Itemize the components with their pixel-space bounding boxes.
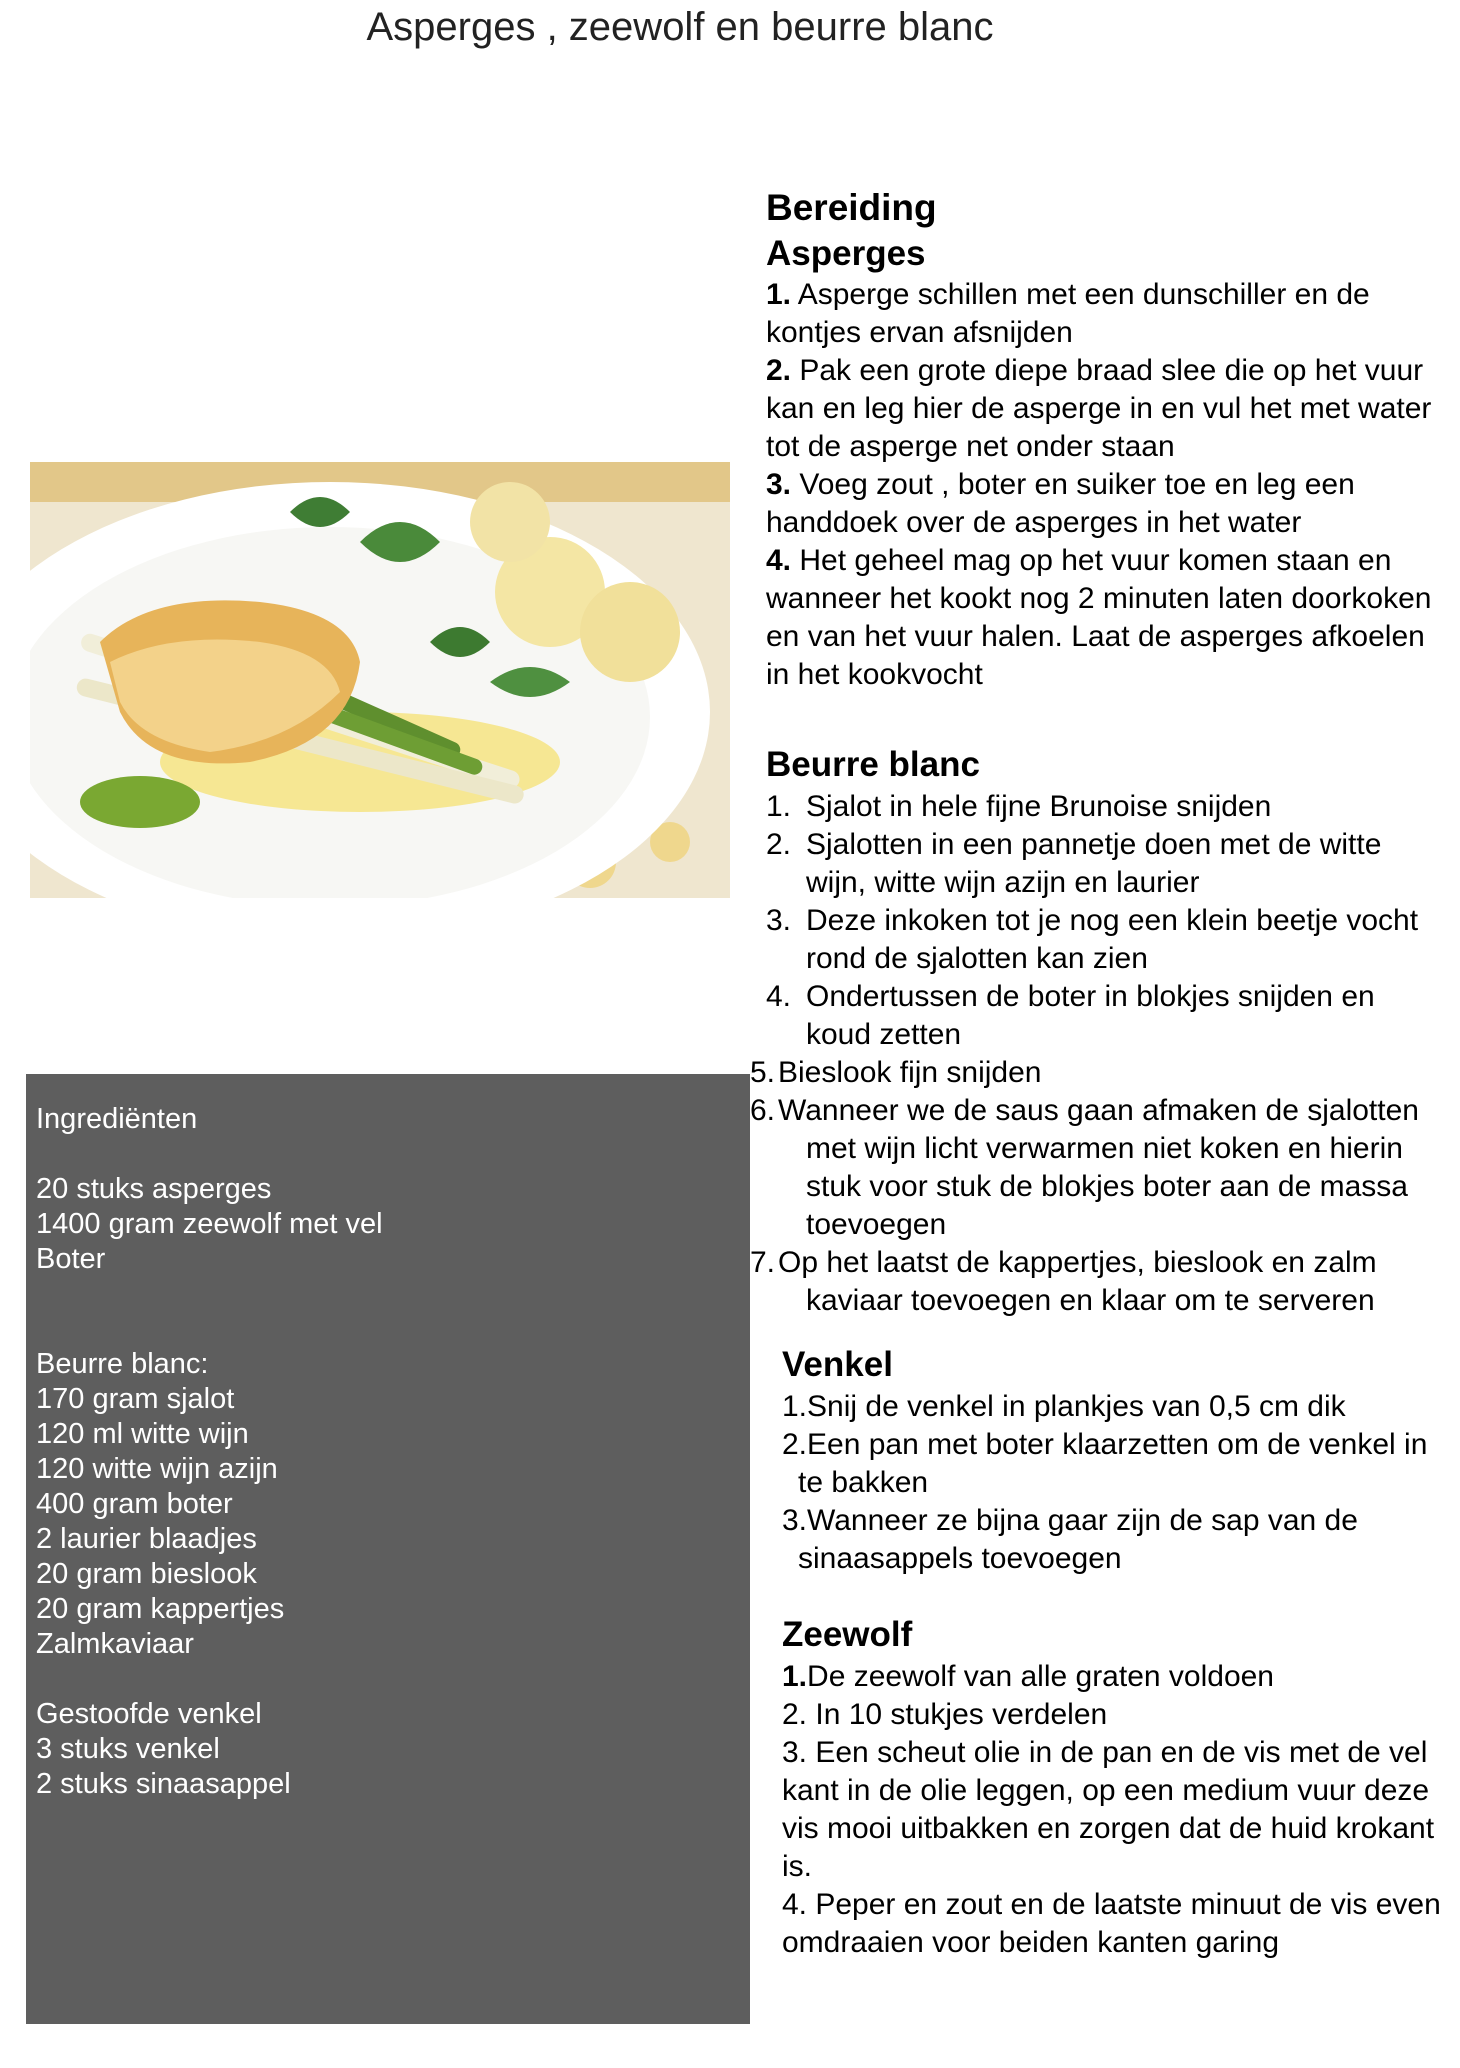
step-number: 1. (766, 790, 792, 823)
step-text: Deze inkoken tot je nog een klein beetje vocht rond de sjalotten kan zien (806, 904, 1419, 975)
step-text: 3. Een scheut olie in de pan en de vis met de vel kant in de olie leggen, op een medium vuur deze vis mooi uitbakken en zorgen dat de huid krokant is. (782, 1736, 1435, 1883)
asperges-steps (766, 276, 1446, 694)
step-number: 3. (766, 468, 792, 501)
step-text: kan en leg hier de asperge in en vul het met water tot de asperge net onder staan (766, 392, 1432, 463)
step-number: 3. (766, 904, 792, 937)
step-number: 4. (766, 980, 792, 1013)
zeewolf-step (782, 1734, 1446, 1886)
step-number: 1. (782, 1660, 808, 1693)
ingredient-line: 1400 gram zeewolf met vel (36, 1208, 383, 1240)
step-text: Het geheel mag op het vuur komen staan en wanneer het kookt nog 2 minuten laten doorkoken en van het vuur halen. Laat de asperges afkoelen in het kookvocht (766, 544, 1432, 691)
beurre-blanc-steps (750, 788, 1446, 1320)
step-text: 4. Peper en zout en de laatste minuut de vis even omdraaien voor beiden kanten garing (782, 1888, 1441, 1959)
venkel-step (782, 1426, 1446, 1502)
asperges-step (766, 276, 1446, 352)
beurre-blanc-step (766, 902, 1446, 978)
preparation-column (750, 180, 1446, 1962)
ingredient-line: 2 stuks sinaasappel (36, 1768, 291, 1800)
ingredient-line: 400 gram boter (36, 1488, 233, 1520)
ingredient-line: Zalmkaviaar (36, 1628, 194, 1660)
asperges-step (766, 542, 1446, 694)
step-text: Een pan met boter klaarzetten om de venkel in te bakken (798, 1428, 1428, 1499)
step-text: Voeg zout , boter en suiker toe en leg een handdoek over de asperges in het water (766, 468, 1355, 539)
ingredient-line: Gestoofde venkel (36, 1698, 262, 1730)
ingredient-line: Ingrediënten (36, 1103, 198, 1135)
zeewolf-step (782, 1886, 1446, 1962)
beurre-blanc-step (766, 826, 1446, 902)
step-text: Op het laatst de kappertjes, bieslook en zalm kaviaar toevoegen en klaar om te serveren (778, 1246, 1377, 1317)
ingredient-line: 3 stuks venkel (36, 1733, 220, 1765)
venkel-steps (782, 1388, 1446, 1578)
step-number: 2. (766, 354, 792, 387)
beurre-blanc-step: 7.Op het laatst de kappertjes, bieslook en zalm kaviaar toevoegen en klaar om te serveren (750, 1246, 1377, 1317)
venkel-step (782, 1388, 1446, 1426)
step-text: Bieslook fijn snijden (778, 1056, 1042, 1089)
ingredient-line: 20 stuks asperges (36, 1173, 272, 1205)
step-number: 1. (782, 1390, 808, 1423)
page-title: Asperges , zeewolf en beurre blanc (366, 5, 994, 49)
zeewolf-steps (782, 1658, 1446, 1962)
ingredients-panel (26, 1074, 750, 2024)
step-text: 2. In 10 stukjes verdelen (782, 1698, 1108, 1731)
zeewolf-step (782, 1658, 1446, 1696)
step-text: Sjalotten in een pannetje doen met de witte wijn, witte wijn azijn en laurier (806, 828, 1382, 899)
zeewolf-heading: Zeewolf (782, 1615, 913, 1654)
step-number: 1. (766, 278, 792, 311)
ingredient-line: Beurre blanc: (36, 1348, 209, 1380)
asperges-step (766, 352, 1446, 390)
ingredient-line (36, 1137, 740, 1172)
beurre-blanc-step: 6.Wanneer we de saus gaan afmaken de sjalotten met wijn licht verwarmen niet koken en hierin stuk voor stuk de blokjes boter aan de massa toevoegen (750, 1094, 1419, 1241)
ingredient-line (36, 1662, 740, 1697)
ingredient-line: 20 gram kappertjes (36, 1593, 285, 1625)
asperges-heading: Asperges (766, 234, 926, 273)
beurre-blanc-step (766, 788, 1446, 826)
step-text: Wanneer ze bijna gaar zijn de sap van de sinaasappels toevoegen (798, 1504, 1358, 1575)
step-text: Pak een grote diepe braad slee die op het vuur (791, 354, 1424, 387)
step-text: De zeewolf van alle graten voldoen (807, 1660, 1274, 1693)
ingredient-line (36, 1277, 740, 1312)
step-number: 2. (782, 1428, 808, 1461)
step-text: Wanneer we de saus gaan afmaken de sjalotten met wijn licht verwarmen niet koken en hierin stuk voor stuk de blokjes boter aan de massa toevoegen (778, 1094, 1419, 1241)
beurre-blanc-step: 5.Bieslook fijn snijden (750, 1056, 1042, 1089)
step-text: Asperge schillen met een dunschiller en de kontjes ervan afsnijden (766, 278, 1370, 349)
plated-fish-icon (30, 462, 730, 898)
ingredient-line: 170 gram sjalot (36, 1383, 235, 1415)
asperges-step (766, 466, 1446, 542)
step-number: 2. (766, 828, 792, 861)
zeewolf-step (782, 1696, 1446, 1734)
beurre-blanc-step (766, 978, 1446, 1054)
venkel-step (782, 1502, 1446, 1578)
ingredient-line: 20 gram bieslook (36, 1558, 257, 1590)
asperges-step (766, 390, 1446, 466)
venkel-heading: Venkel (782, 1345, 893, 1384)
step-text: Ondertussen de boter in blokjes snijden en koud zetten (806, 980, 1375, 1051)
step-number: 4. (766, 544, 792, 577)
ingredient-line (36, 1312, 740, 1347)
preparation-heading: Bereiding (766, 187, 937, 228)
beurre-blanc-heading: Beurre blanc (766, 745, 980, 784)
recipe-photo (30, 462, 730, 898)
step-number: 3. (782, 1504, 808, 1537)
ingredient-line: 120 witte wijn azijn (36, 1453, 278, 1485)
step-text: Snij de venkel in plankjes van 0,5 cm dik (807, 1390, 1346, 1423)
ingredient-line: Boter (36, 1243, 106, 1275)
step-text: Sjalot in hele fijne Brunoise snijden (806, 790, 1272, 823)
ingredient-line: 120 ml witte wijn (36, 1418, 249, 1450)
ingredient-line: 2 laurier blaadjes (36, 1523, 257, 1555)
